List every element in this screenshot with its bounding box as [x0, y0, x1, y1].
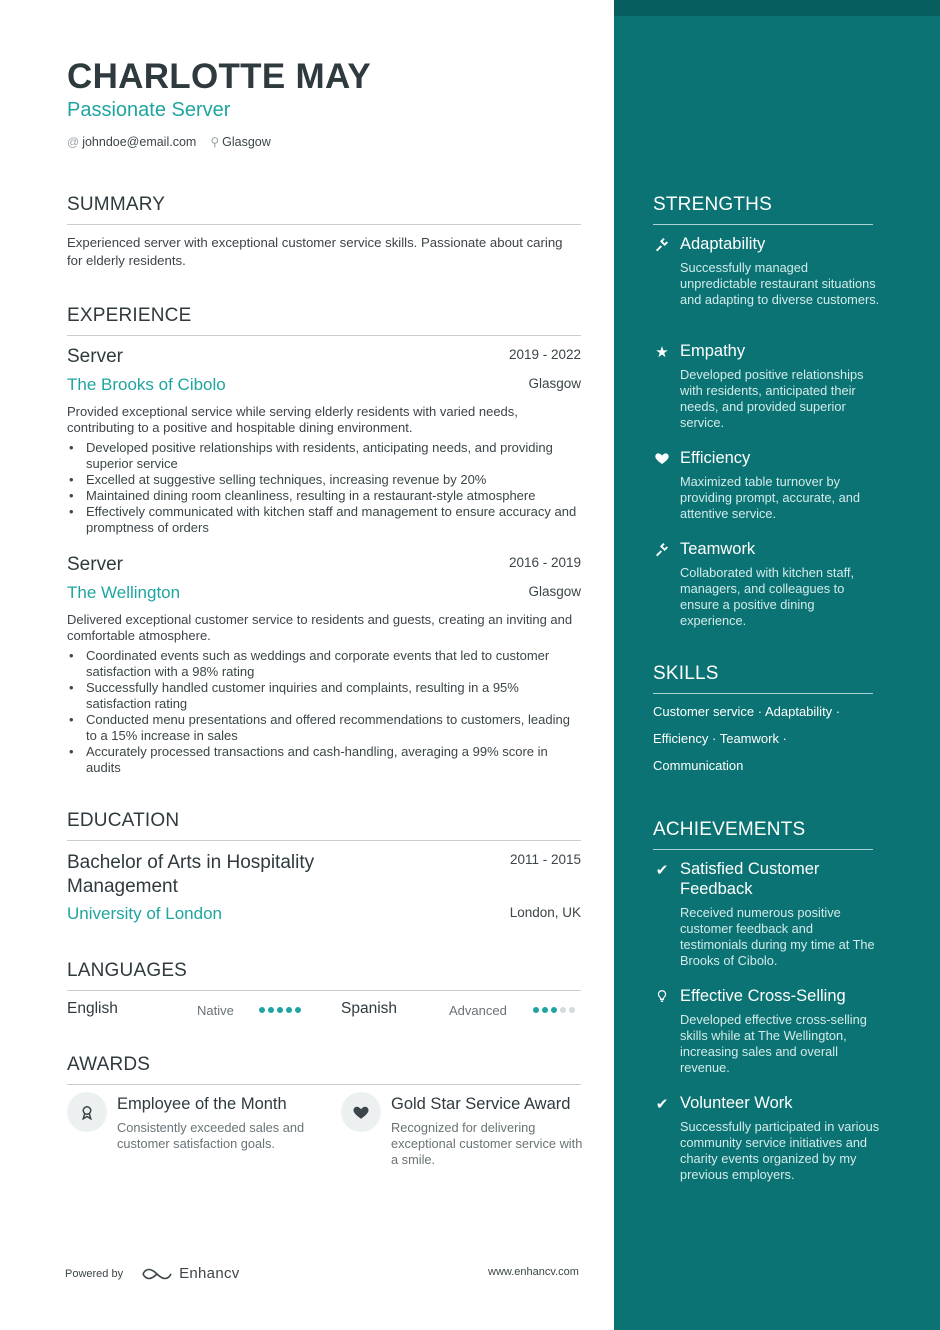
job-bullets	[67, 440, 581, 536]
proficiency-dot	[295, 1007, 301, 1013]
enhancv-logo[interactable]	[141, 1265, 239, 1282]
sidebar-top-bar	[614, 0, 940, 16]
strengths-heading: STRENGTHS	[653, 194, 873, 225]
strength-description: Successfully managed unpredictable restaurant situations and adapting to diverse customers.	[680, 260, 880, 307]
achievement-title: Effective Cross-Selling	[680, 987, 846, 1005]
job-description: Provided exceptional service while serving elderly residents with varied needs, contributing to a positive and hospitable dining environment.	[67, 404, 518, 435]
strength-title: Teamwork	[680, 540, 756, 558]
company-name: The Wellington	[67, 583, 181, 602]
powered-by-label: Powered by	[65, 1267, 124, 1280]
degree-title: Bachelor of Arts in Hospitality Management	[67, 852, 315, 897]
proficiency-dot	[542, 1007, 548, 1013]
candidate-name: CHARLOTTE MAY	[67, 57, 371, 96]
location-contact	[210, 135, 270, 149]
proficiency-dot	[569, 1007, 575, 1013]
achievements-heading: ACHIEVEMENTS	[653, 819, 873, 850]
language-level: Advanced	[449, 1003, 507, 1018]
job-dates: 2016 - 2019	[508, 555, 581, 570]
company-name: The Brooks of Cibolo	[67, 375, 226, 394]
check-icon: ✔	[655, 1096, 669, 1113]
tools-icon	[653, 236, 671, 256]
strength-description: Developed positive relationships with residents, anticipated their needs, and provided superior service.	[680, 367, 864, 430]
proficiency-dot	[259, 1007, 265, 1013]
tools-icon	[653, 541, 671, 561]
experience-heading: EXPERIENCE	[67, 305, 581, 336]
award-description: Recognized for delivering exceptional customer service with a smile.	[391, 1120, 583, 1167]
job-bullet: • Developed positive relationships with residents, anticipating needs, and providing superior service	[67, 440, 581, 472]
job-bullet: • Coordinated events such as weddings and corporate events that led to customer satisfaction with a 98% rating	[67, 648, 581, 680]
sidebar	[614, 0, 940, 1330]
job-bullet: • Successfully handled customer inquiries and complaints, resulting in a 95% satisfaction rating	[67, 680, 581, 712]
medal-icon	[67, 1092, 107, 1132]
at-icon: @	[67, 135, 80, 149]
proficiency-dot	[551, 1007, 557, 1013]
candidate-role: Passionate Server	[67, 99, 231, 121]
email-contact[interactable]	[67, 135, 196, 149]
education-heading: EDUCATION	[67, 810, 581, 841]
job-bullets	[67, 648, 581, 776]
strength-title: Efficiency	[680, 449, 751, 467]
school-name: University of London	[67, 904, 222, 923]
job-bullet: • Excelled at suggestive selling techniques, increasing revenue by 20%	[67, 472, 581, 488]
strength-title: Empathy	[680, 342, 746, 360]
education-dates: 2011 - 2015	[509, 852, 581, 867]
lightbulb-icon	[653, 988, 671, 1008]
proficiency-dot	[533, 1007, 539, 1013]
star-icon: ★	[655, 344, 669, 361]
language-proficiency-dots	[533, 1007, 575, 1013]
job-bullet: • Accurately processed transactions and cash-handling, averaging a 99% score in audits	[67, 744, 581, 776]
location-text: Glasgow	[222, 135, 271, 149]
proficiency-dot	[277, 1007, 283, 1013]
strength-title: Adaptability	[680, 235, 766, 253]
job-title: Server	[67, 346, 123, 367]
language-name: Spanish	[341, 1000, 398, 1017]
summary-text: Experienced server with exceptional customer service skills. Passionate about caring for elderly residents.	[67, 235, 563, 268]
email-text: johndoe@email.com	[82, 135, 197, 149]
language-level: Native	[197, 1003, 234, 1018]
languages-heading: LANGUAGES	[67, 960, 581, 991]
skills-line: Communication	[653, 758, 744, 773]
job-dates: 2019 - 2022	[508, 347, 581, 362]
footer-powered-by	[65, 1265, 240, 1282]
achievement-description: Received numerous positive customer feedback and testimonials during my time at The Brooks of Cibolo.	[680, 905, 875, 968]
heart-icon	[653, 450, 671, 470]
job-title: Server	[67, 554, 123, 575]
contact-info	[67, 135, 271, 149]
summary-heading: SUMMARY	[67, 194, 581, 225]
heart-icon	[341, 1092, 381, 1132]
job-location: Glasgow	[528, 584, 581, 599]
award-title: Gold Star Service Award	[391, 1095, 571, 1113]
skills-line: Efficiency · Teamwork ·	[653, 731, 787, 746]
footer-url[interactable]: www.enhancv.com	[488, 1266, 579, 1278]
job-description: Delivered exceptional customer service to residents and guests, creating an inviting and comfortable atmosphere.	[67, 612, 573, 643]
brand-name: Enhancv	[179, 1265, 240, 1282]
language-proficiency-dots	[259, 1007, 301, 1013]
job-location: Glasgow	[528, 376, 581, 391]
skills-list	[653, 698, 878, 779]
school-location: London, UK	[509, 905, 581, 920]
language-name: English	[67, 1000, 118, 1017]
strength-description: Collaborated with kitchen staff, managers, and colleagues to ensure a positive dining experience.	[680, 565, 855, 628]
strength-description: Maximized table turnover by providing prompt, accurate, and attentive service.	[680, 474, 860, 521]
skills-line: Customer service · Adaptability ·	[653, 704, 841, 719]
job-bullet: • Conducted menu presentations and offered recommendations to customers, leading to a 15% increase in sales	[67, 712, 581, 744]
award-title: Employee of the Month	[117, 1095, 287, 1113]
achievement-description: Successfully participated in various community service initiatives and charity events organized by my previous employers.	[680, 1119, 880, 1182]
achievement-description: Developed effective cross-selling skills while at The Wellington, increasing sales and overall revenue.	[680, 1012, 867, 1075]
achievement-title: Satisfied Customer Feedback	[680, 860, 820, 898]
proficiency-dot	[286, 1007, 292, 1013]
achievement-title: Volunteer Work	[680, 1094, 793, 1112]
award-description: Consistently exceeded sales and customer satisfaction goals.	[117, 1120, 305, 1151]
check-icon: ✔	[655, 862, 669, 879]
job-bullet: • Effectively communicated with kitchen staff and management to ensure accuracy and promptness of orders	[67, 504, 581, 536]
proficiency-dot	[268, 1007, 274, 1013]
job-bullet: • Maintained dining room cleanliness, resulting in a restaurant-style atmosphere	[67, 488, 581, 504]
awards-heading: AWARDS	[67, 1054, 581, 1085]
skills-heading: SKILLS	[653, 663, 873, 694]
proficiency-dot	[560, 1007, 566, 1013]
pin-icon: ⚲	[210, 135, 220, 149]
